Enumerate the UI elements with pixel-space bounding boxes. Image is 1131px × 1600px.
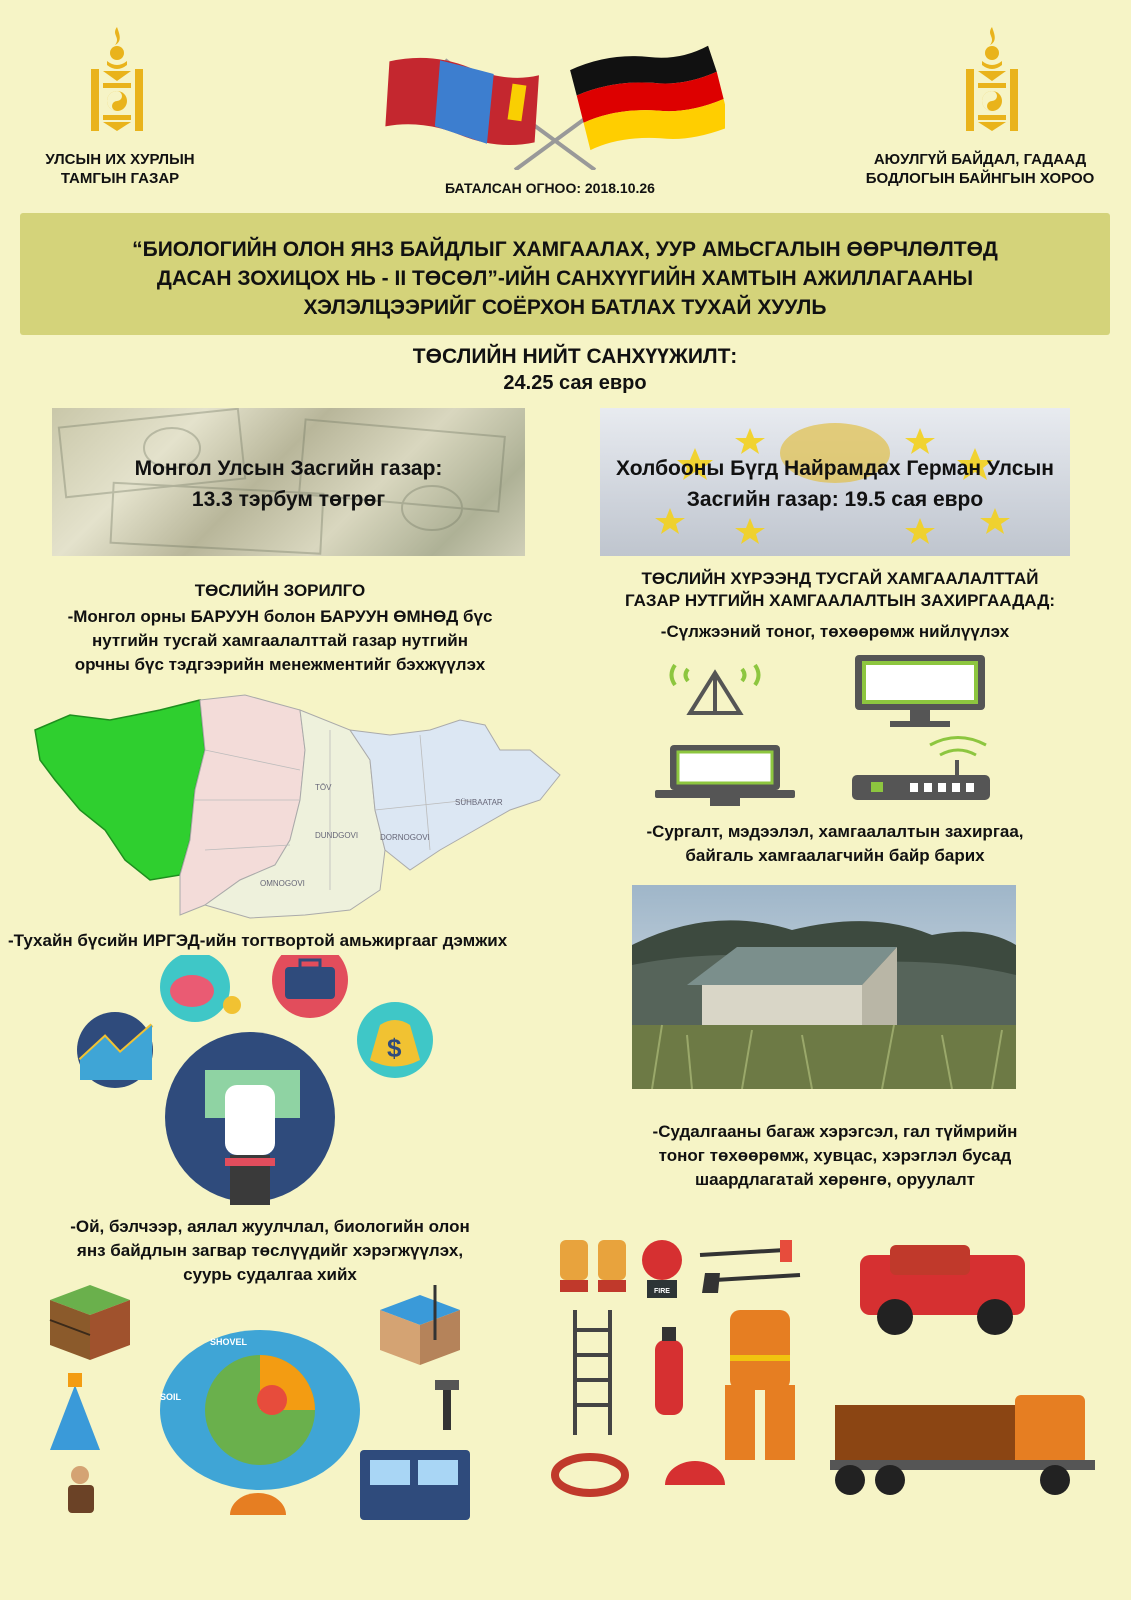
globe-core-icon <box>160 1330 360 1490</box>
logging-truck-icon <box>830 1395 1095 1495</box>
fire-helmet-icon <box>665 1461 725 1485</box>
right-soyombo-emblem <box>960 25 1025 135</box>
approved-date: БАТАЛСАН ОГНОО: 2018.10.26 <box>445 180 655 196</box>
map-label-dornogovi: DORNOGOVI <box>380 833 430 842</box>
map-label-sukhbaatar: SÜHBAATAR <box>455 798 503 807</box>
fire-hose-icon <box>555 1457 625 1493</box>
law-title <box>20 235 1110 322</box>
goal-item-1-line3: орчны бүс тэдгээрийн менежментийг бэхжүүлэх <box>74 655 486 674</box>
goal-item-1-line2: нутгийн тусгай хамгаалалттай газар нутгийн <box>91 631 469 650</box>
piggy-bank-icon <box>160 955 241 1022</box>
goal-item-3-line2: янз байдлын загвар төслүүдийг хэрэгжүүлэх, <box>76 1241 464 1260</box>
mongolia-flag <box>385 52 544 150</box>
germany-funding-box <box>600 408 1070 556</box>
fire-label: FIRE <box>654 1288 670 1295</box>
goal-item-1 <box>20 605 540 677</box>
fire-extinguisher-icon <box>655 1327 683 1415</box>
admin-item-3-line3: шаардлагатай хөрөнгө, оруулалт <box>695 1170 975 1189</box>
left-org-line1: УЛСЫН ИХ ХУРЛЫН <box>45 151 195 168</box>
mongolia-funding-line2: 13.3 тэрбум төгрөг <box>191 488 386 511</box>
map-label-tov: TÖV <box>315 783 332 792</box>
map-label-omnogovi: OMNOGOVI <box>260 879 305 888</box>
fire-truck-icon <box>860 1245 1025 1335</box>
growth-chart-icon <box>77 1012 153 1088</box>
law-title-line1: “БИОЛОГИЙН ОЛОН ЯНЗ БАЙДЛЫГ ХАМГААЛАХ, УУР АМЬСГАЛЫН ӨӨРЧЛӨЛТӨД <box>132 238 998 261</box>
admin-title-line2: ГАЗАР НУТГИЙН ХАМГААЛАЛТЫН ЗАХИРГААДАД: <box>625 591 1055 610</box>
network-equipment-icons <box>640 645 1010 820</box>
tripod-survey-icon <box>50 1373 100 1450</box>
firefighter-suit-icon <box>725 1310 795 1460</box>
soil-layers-icon <box>50 1285 130 1360</box>
money-bag-icon <box>357 1002 433 1078</box>
admin-item-2 <box>570 820 1100 868</box>
law-title-line2: ДАСАН ЗОХИЦОХ НЬ - II ТӨСӨЛ”-ИЙН САНХҮҮГИЙН ХАМТЫН АЖИЛЛАГААНЫ <box>156 267 974 290</box>
goal-item-3-line3: суурь судалгаа хийх <box>183 1265 357 1284</box>
ranger-house-photo <box>632 885 1016 1089</box>
ladder-icon <box>575 1310 610 1435</box>
goal-item-3-line1: -Ой, бэлчээр, аялал жуулчлал, биологийн олон <box>70 1217 470 1236</box>
funding-total: 24.25 сая евро <box>503 372 647 394</box>
admin-item-3 <box>570 1120 1100 1192</box>
briefcase-icon <box>272 955 348 1018</box>
hand-holding-money-icon <box>165 1032 335 1205</box>
firefighting-equipment-icons <box>550 1235 1110 1520</box>
goal-item-3 <box>20 1215 520 1287</box>
geology-drill-icon <box>380 1285 460 1365</box>
germany-funding-line1: Холбооны Бүгд Найрамдах Герман Улсын <box>615 457 1054 480</box>
goal-item-2: -Тухайн бүсийн ИРГЭД-ийн тогтвортой амьжиргааг дэмжих <box>8 931 508 950</box>
admin-title <box>570 568 1110 612</box>
mongolia-funding-text <box>52 453 525 515</box>
left-org-label <box>20 150 220 188</box>
research-icons <box>40 1285 480 1535</box>
admin-item-1: -Сүлжээний тоног, төхөөрөмж нийлүүлэх <box>660 622 1010 641</box>
fire-alarm-bell-icon <box>642 1240 682 1298</box>
shovel-label: SHOVEL <box>210 1337 248 1347</box>
monitor-icon <box>855 655 985 727</box>
right-org-label <box>860 150 1100 188</box>
mongolia-funding-line1: Монгол Улсын Засгийн газар: <box>134 457 443 480</box>
map-western-region <box>35 700 205 880</box>
mongolia-funding-box <box>52 408 525 556</box>
goals-title: ТӨСЛИЙН ЗОРИЛГО <box>194 581 366 600</box>
admin-item-2-line2: байгаль хамгаалагчийн байр барих <box>685 846 985 865</box>
map-label-dundgovi: DUNDGOVI <box>315 831 359 840</box>
svg-text:$: $ <box>387 1033 402 1063</box>
left-soyombo-emblem <box>85 25 150 135</box>
computer-analyst-icon <box>360 1450 470 1520</box>
goal-item-1-line1: -Монгол орны БАРУУН болон БАРУУН ӨМНӨД бүс <box>67 607 493 626</box>
germany-funding-line2: Засгийн газар: 19.5 сая евро <box>686 488 984 511</box>
right-org-line1: АЮУЛГҮЙ БАЙДАЛ, ГАДААД <box>873 151 1087 168</box>
germany-funding-text <box>600 453 1070 515</box>
right-org-line2: БОДЛОГЫН БАЙНГЫН ХОРОО <box>865 170 1095 187</box>
laptop-icon <box>655 745 795 806</box>
admin-item-3-line1: -Судалгааны багаж хэрэгсэл, гал түймрийн <box>652 1122 1018 1141</box>
soil-label: SOIL <box>160 1392 182 1402</box>
mining-helmet-icon <box>230 1493 286 1515</box>
admin-item-3-line2: тоног төхөөрөмж, хувцас, хэрэглэл бусад <box>658 1146 1012 1165</box>
admin-title-line1: ТӨСЛИЙН ХҮРЭЭНД ТУСГАЙ ХАМГААЛАЛТТАЙ <box>641 569 1039 588</box>
germany-flag <box>569 43 725 153</box>
law-title-line3: ХЭЛЭЛЦЭЭРИЙГ СОЁРХОН БАТЛАХ ТУХАЙ ХУУЛЬ <box>303 296 827 319</box>
title-banner <box>20 213 1110 335</box>
rock-hammer-icon <box>435 1380 459 1430</box>
antenna-tower-icon <box>672 665 759 713</box>
mongolia-region-map <box>30 690 570 930</box>
fire-gloves-icon <box>560 1240 626 1292</box>
funding-heading: ТӨСЛИЙН НИЙТ САНХҮҮЖИЛТ: <box>412 345 738 368</box>
wifi-router-icon <box>852 738 990 801</box>
livelihood-icons <box>60 955 460 1210</box>
admin-item-2-line1: -Сургалт, мэдээлэл, хамгаалалтын захиргаа, <box>646 822 1024 841</box>
left-org-line2: ТАМГЫН ГАЗАР <box>60 170 180 187</box>
crossed-flags-mongolia-germany <box>385 40 725 170</box>
geologist-icon <box>68 1466 94 1513</box>
shovel-axe-icon <box>700 1240 800 1293</box>
